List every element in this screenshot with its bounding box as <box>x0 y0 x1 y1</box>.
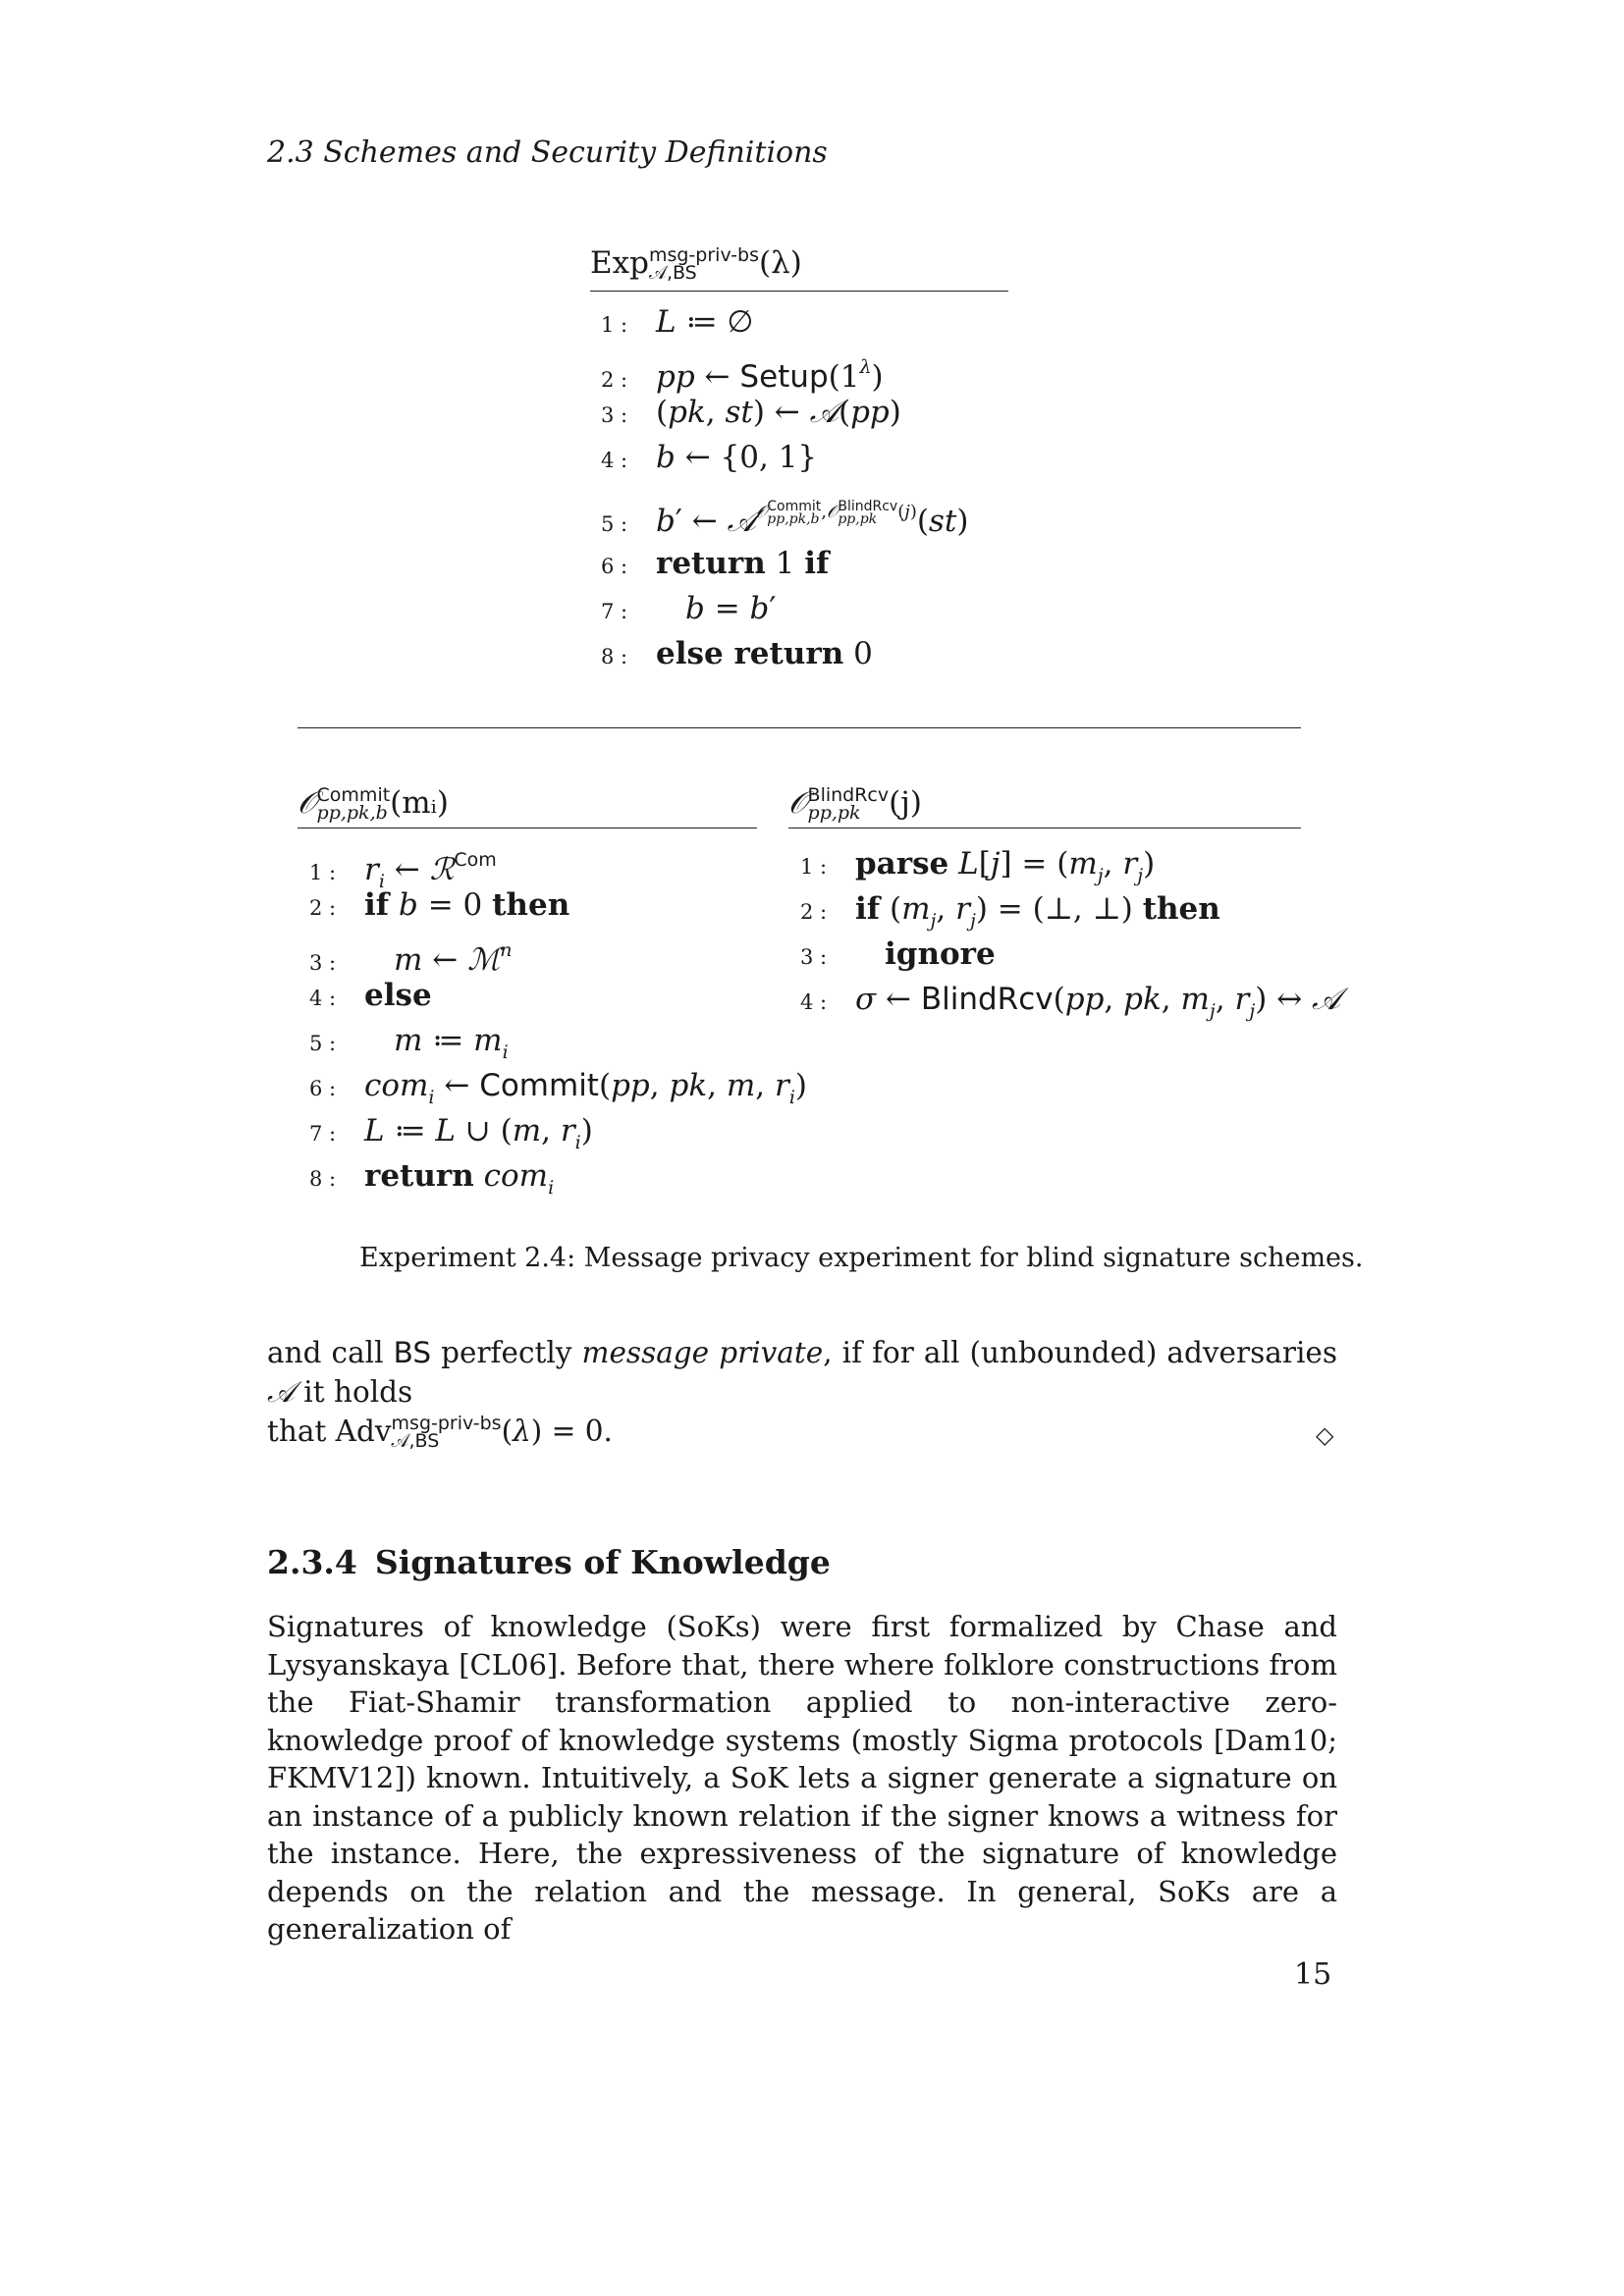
running-header: 2.3 Schemes and Security Definitions <box>267 135 828 170</box>
experiment-line: 6 : return 1 if <box>601 546 830 581</box>
experiment-caption: Experiment 2.4: Message privacy experiment for blind signature schemes. <box>359 1243 1364 1273</box>
experiment-line: 4 : b ← {0, 1} <box>601 440 818 475</box>
section-paragraph <box>267 1608 1337 1949</box>
oracle-blindrcv-title: 𝒪 BlindRcv pp,pk (j) <box>788 784 922 824</box>
oracle-commit-title: 𝒪 Commit pp,pk,b (mᵢ) <box>298 784 449 824</box>
oracle-commit-line: 4 : else <box>309 978 432 1013</box>
experiment-title-rule <box>590 291 1008 292</box>
section-number: 2.3.4 <box>267 1543 357 1581</box>
definition-line-1: and call BS perfectly message private, if for all (unbounded) adversaries 𝒜 it holds <box>267 1336 1337 1409</box>
experiment-title: Exp msg-priv-bs 𝒜,BS (λ) <box>590 244 802 284</box>
oracle-commit-line: 2 : if b = 0 then <box>309 887 570 923</box>
oracle-blindrcv-line: 1 : parse $L[j] = (m_j$, $r_j$) <box>800 846 1156 886</box>
oracle-commit-line: 8 : return com$_i$ <box>309 1158 555 1199</box>
experiment-line: 1 : L ≔ ∅ <box>601 304 754 340</box>
oracle-commit-line: 3 : m ← ℳ$^n$ <box>309 939 513 978</box>
definition-end-paragraph <box>267 1333 1337 1451</box>
experiment-line: 7 : b = b′ <box>601 591 777 626</box>
definition-line-2: that Adv msg-priv-bs 𝒜,BS (λ) = 0. <box>267 1413 613 1452</box>
oracle-commit-line: 5 : m ≔ $m_i$ <box>309 1023 509 1063</box>
oracle-blindrcv-line: 2 : if ($m_j$, $r_j$) = (⊥, ⊥) then <box>800 891 1220 932</box>
oracle-blindrcv-line: 3 : ignore <box>800 936 996 972</box>
experiment-line: 3 : (pk, st) ← 𝒜(pp) <box>601 395 901 430</box>
experiment-line: 5 : b′ ← 𝒜$^{𝒪 Commit pp,pk,b ,𝒪 BlindRcv pp,pk (j)}$(st) <box>601 499 969 539</box>
section-paragraph-text: Signatures of knowledge (SoKs) were first formalized by Chase and Lysyanskaya [CL06]. Before that, there where folklore constructions from the Fiat-Shamir transformation applied to non-interactive zero-knowledge proof of knowledge systems (mostly Sigma protocols [Dam10; FKMV12]) known. Intuitively, a SoK lets a signer generate a signature on an instance of a publicly known relation if the signer knows a witness for the instance. Here, the expressiveness of the signature of knowledge depends on the relation and the message. In general, SoKs are a generalization of <box>267 1610 1337 1946</box>
oracle-commit-line: 6 : com$_i$ ← Commit(pp, pk, m, $r_i$) <box>309 1068 807 1108</box>
experiment-separator-rule <box>298 727 1301 728</box>
page-number: 15 <box>1294 1957 1332 1992</box>
definition-end-marker: ◇ <box>1316 1421 1334 1449</box>
oracle-commit-line: 1 : $r_i$ ← ℛ$^{Com}$ <box>309 849 497 892</box>
experiment-line: 2 : pp ← $Setup(1^\lambda)$ <box>601 356 884 395</box>
section-title: Signatures of Knowledge <box>374 1543 831 1581</box>
oracle-commit-line: 7 : L ≔ L ∪ (m, $r_i$) <box>309 1113 593 1153</box>
section-heading <box>267 1543 831 1581</box>
oracle-blindrcv-line: 4 : σ ← BlindRcv(pp, pk, $m_j$, $r_j$) ↔ 𝒜 <box>800 982 1341 1022</box>
experiment-line: 8 : else return 0 <box>601 636 873 671</box>
